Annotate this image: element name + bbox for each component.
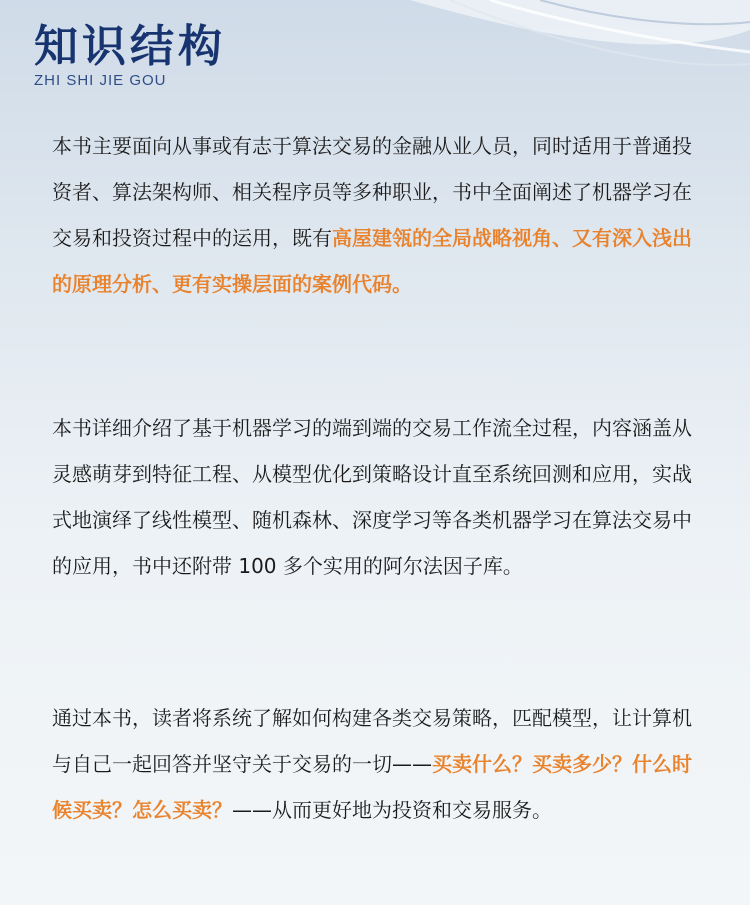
paragraph-text: 通过本书，读者将系统了解如何构建各类交易策略，匹配模型，让计算机与自己一起回答并坚守关于交易的一切—— — [52, 706, 692, 776]
paragraph-audience — [52, 123, 702, 307]
highlight-text: 高屋建瓴的全局战略视角、又有深入浅出的原理分析、更有实操层面的案例代码。 — [52, 226, 692, 296]
page-subtitle: ZHI SHI JIE GOU — [34, 72, 167, 89]
paragraph-text: 本书详细介绍了基于机器学习的端到端的交易工作流全过程，内容涵盖从灵感萌芽到特征工程、从模型优化到策略设计直至系统回测和应用，实战式地演绎了线性模型、随机森林、深度学习等各类机器学习在算法交易中的应用，书中还附带 100 多个实用的阿尔法因子库。 — [52, 416, 692, 578]
paragraph-benefits — [52, 695, 702, 833]
paragraph-content — [52, 405, 702, 589]
header — [34, 20, 226, 89]
decorative-swoosh — [290, 0, 750, 90]
page-title: 知识结构 — [34, 21, 226, 72]
highlight-text: 买卖什么？买卖多少？什么时候买卖？怎么买卖？ — [52, 752, 692, 822]
paragraph-text: 本书主要面向从事或有志于算法交易的金融从业人员，同时适用于普通投资者、算法架构师、相关程序员等多种职业，书中全面阐述了机器学习在交易和投资过程中的运用，既有 — [52, 134, 692, 250]
paragraph-text: ——从而更好地为投资和交易服务。 — [232, 798, 552, 822]
